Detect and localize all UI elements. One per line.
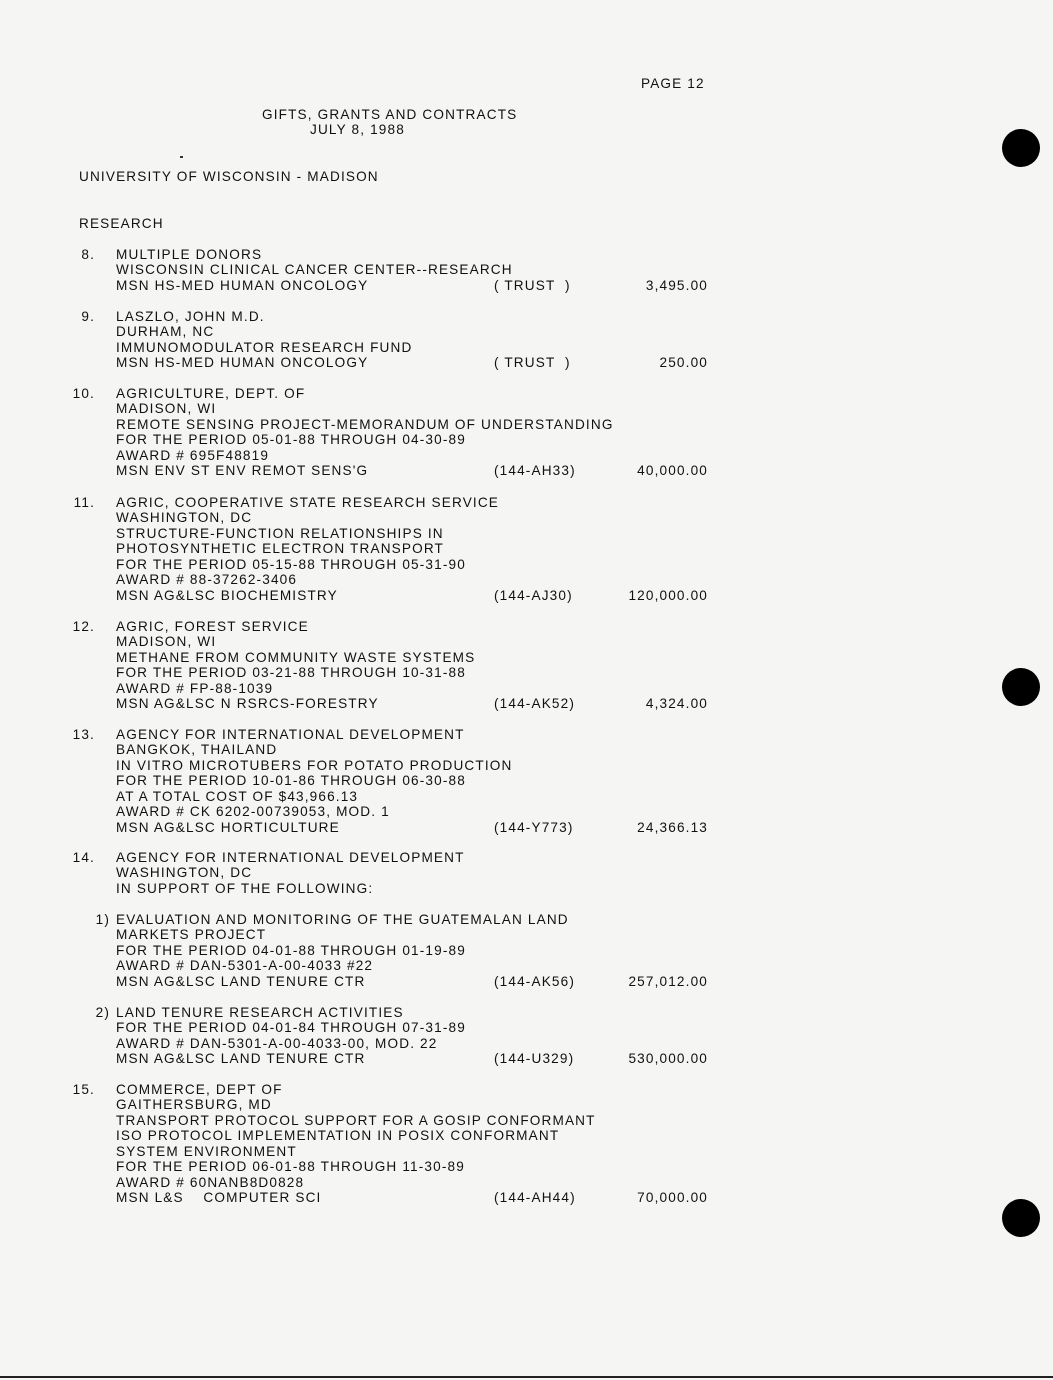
entry-line: AGRIC, FOREST SERVICE (116, 619, 309, 634)
entry-line: DURHAM, NC (116, 324, 215, 340)
entry-number: 10. (72, 386, 95, 401)
entry-line: FOR THE PERIOD 05-01-88 THROUGH 04-30-89 (116, 432, 466, 448)
entry-number: 11. (73, 495, 95, 510)
entry-line: REMOTE SENSING PROJECT-MEMORANDUM OF UNDERSTANDING (116, 416, 614, 432)
subitem-line: AWARD # DAN-5301-A-00-4033 #22 (116, 958, 374, 974)
account-code: (144-AH44) (494, 1190, 576, 1206)
entry-line: MSN HS-MED HUMAN ONCOLOGY (116, 277, 369, 293)
entry-line: IN SUPPORT OF THE FOLLOWING: (116, 880, 374, 896)
section-heading: RESEARCH (79, 216, 164, 231)
account-code: (144-AJ30) (494, 587, 573, 603)
entry-number: 15. (72, 1082, 95, 1097)
entry-line: AGRICULTURE, DEPT. OF (116, 386, 306, 401)
account-code: ( TRUST ) (494, 355, 571, 371)
entry-line: IMMUNOMODULATOR RESEARCH FUND (116, 339, 413, 355)
subitem-line: LAND TENURE RESEARCH ACTIVITIES (116, 1005, 404, 1020)
entry-line: AWARD # 695F48819 (116, 447, 270, 463)
entry-line: FOR THE PERIOD 10-01-86 THROUGH 06-30-88 (116, 773, 466, 789)
punch-hole-bottom (1002, 1199, 1040, 1237)
account-code: (144-U329) (494, 1051, 575, 1067)
entry-line: MSN AG&LSC BIOCHEMISTRY (116, 587, 338, 603)
entry-number: 14. (72, 850, 95, 865)
amount-value: 40,000.00 (637, 463, 708, 479)
account-code: (144-Y773) (494, 819, 574, 835)
entry-line: BANGKOK, THAILAND (116, 742, 278, 758)
subitem-line: MARKETS PROJECT (116, 927, 267, 943)
entry-line: AGENCY FOR INTERNATIONAL DEVELOPMENT (116, 727, 465, 742)
entry-line: AT A TOTAL COST OF $43,966.13 (116, 788, 359, 804)
entry-line: AWARD # 60NANB8D0828 (116, 1174, 305, 1190)
entry-line: IN VITRO MICROTUBERS FOR POTATO PRODUCTION (116, 757, 513, 773)
entry-line: MSN ENV ST ENV REMOT SENS'G (116, 463, 369, 479)
amount-value: 257,012.00 (628, 973, 708, 989)
document-title: GIFTS, GRANTS AND CONTRACTS (262, 107, 518, 122)
subitem-line: FOR THE PERIOD 04-01-84 THROUGH 07-31-89 (116, 1020, 466, 1036)
entry-line: AWARD # CK 6202-00739053, MOD. 1 (116, 804, 390, 820)
amount-value: 24,366.13 (637, 819, 708, 835)
punch-hole-middle (1002, 668, 1040, 706)
subitem-line: MSN AG&LSC LAND TENURE CTR (116, 1051, 366, 1067)
entry-line: MSN L&S COMPUTER SCI (116, 1190, 322, 1206)
amount-value: 3,495.00 (645, 277, 708, 293)
amount-value: 250.00 (659, 355, 708, 371)
scan-speck (180, 156, 183, 158)
entry-line: LASZLO, JOHN M.D. (116, 309, 265, 324)
subitem-number: 2) (95, 1005, 110, 1020)
entry-line: COMMERCE, DEPT OF (116, 1082, 283, 1097)
subitem-line: EVALUATION AND MONITORING OF THE GUATEMALAN LAND (116, 912, 569, 927)
entry-line: MSN AG&LSC HORTICULTURE (116, 819, 340, 835)
entry-line: MADISON, WI (116, 401, 217, 417)
entry-number: 13. (72, 727, 95, 742)
entry-line: FOR THE PERIOD 06-01-88 THROUGH 11-30-89 (116, 1159, 465, 1175)
amount-value: 530,000.00 (628, 1051, 708, 1067)
account-code: ( TRUST ) (494, 277, 571, 293)
amount-value: 4,324.00 (645, 696, 708, 712)
entry-number: 12. (72, 619, 95, 634)
entry-number: 8. (81, 247, 95, 262)
account-code: (144-AK52) (494, 696, 576, 712)
entry-line: FOR THE PERIOD 03-21-88 THROUGH 10-31-88 (116, 665, 466, 681)
account-code: (144-AK56) (494, 973, 576, 989)
entry-line: WASHINGTON, DC (116, 865, 253, 881)
institution-name: UNIVERSITY OF WISCONSIN - MADISON (79, 169, 379, 184)
page-number: PAGE 12 (641, 76, 705, 91)
subitem-line: AWARD # DAN-5301-A-00-4033-00, MOD. 22 (116, 1035, 438, 1051)
entry-line: MSN HS-MED HUMAN ONCOLOGY (116, 355, 369, 371)
entry-line: AGENCY FOR INTERNATIONAL DEVELOPMENT (116, 850, 465, 865)
entry-line: AWARD # 88-37262-3406 (116, 572, 298, 588)
entry-line: PHOTOSYNTHETIC ELECTRON TRANSPORT (116, 541, 444, 557)
entry-line: ISO PROTOCOL IMPLEMENTATION IN POSIX CONFORMANT (116, 1128, 560, 1144)
amount-value: 70,000.00 (637, 1190, 708, 1206)
subitem-number: 1) (95, 912, 110, 927)
subitem-line: MSN AG&LSC LAND TENURE CTR (116, 973, 366, 989)
entry-line: MADISON, WI (116, 634, 217, 650)
entry-number: 9. (81, 309, 95, 324)
entry-line: WISCONSIN CLINICAL CANCER CENTER--RESEARCH (116, 262, 513, 278)
scan-edge-line (0, 1376, 1053, 1378)
entry-line: SYSTEM ENVIRONMENT (116, 1143, 297, 1159)
entry-line: WASHINGTON, DC (116, 510, 253, 526)
entry-line: FOR THE PERIOD 05-15-88 THROUGH 05-31-90 (116, 556, 466, 572)
subitem-line: FOR THE PERIOD 04-01-88 THROUGH 01-19-89 (116, 942, 466, 958)
amount-value: 120,000.00 (628, 587, 708, 603)
entry-line: TRANSPORT PROTOCOL SUPPORT FOR A GOSIP CONFORMANT (116, 1112, 596, 1128)
entry-line: AGRIC, COOPERATIVE STATE RESEARCH SERVICE (116, 495, 500, 510)
entry-line: STRUCTURE-FUNCTION RELATIONSHIPS IN (116, 525, 444, 541)
entry-line: MULTIPLE DONORS (116, 247, 263, 262)
document-date: JULY 8, 1988 (310, 122, 405, 137)
punch-hole-top (1002, 129, 1040, 167)
entry-line: GAITHERSBURG, MD (116, 1097, 272, 1113)
entry-line: MSN AG&LSC N RSRCS-FORESTRY (116, 696, 379, 712)
account-code: (144-AH33) (494, 463, 576, 479)
entry-line: AWARD # FP-88-1039 (116, 680, 274, 696)
entry-line: METHANE FROM COMMUNITY WASTE SYSTEMS (116, 649, 476, 665)
